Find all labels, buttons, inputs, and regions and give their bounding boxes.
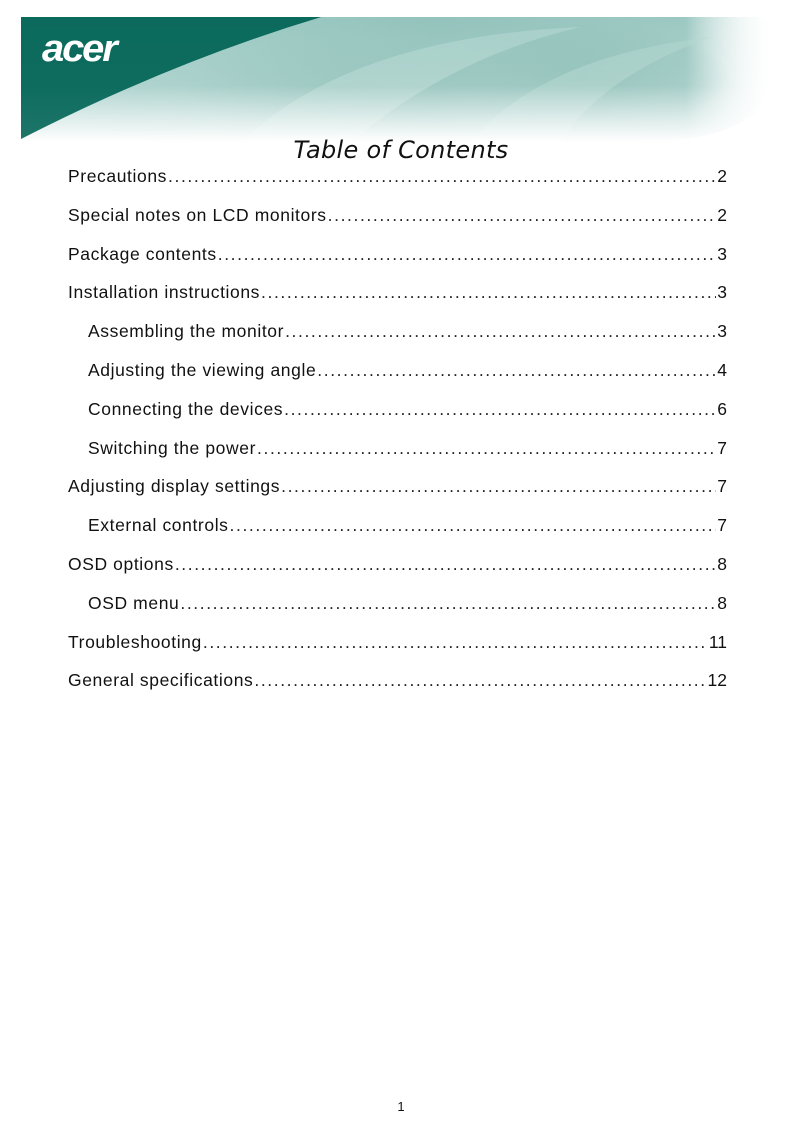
toc-page-number: 11 [708,631,727,652]
toc-label: OSD options [68,553,174,574]
toc-page-number: 8 [717,553,727,574]
toc-label: Switching the power [88,437,257,458]
dot-leader [168,166,716,187]
toc-entry-troubleshooting[interactable] [68,632,727,671]
page-title: Table of Contents [293,136,509,164]
toc-page-number: 3 [717,243,727,264]
dot-leader [203,632,708,653]
acer-logo: acer [42,28,116,70]
toc-entry-special-notes[interactable] [68,205,727,244]
toc-entry-viewing-angle[interactable] [68,360,727,399]
footer-page-number: 1 [397,1099,405,1114]
toc-page-number: 7 [717,437,727,458]
dot-leader [180,593,716,614]
dot-leader [284,399,716,420]
toc-entry-connecting[interactable] [68,399,727,438]
header-banner [21,17,781,142]
table-of-contents [68,166,727,709]
toc-entry-external-controls[interactable] [68,515,727,554]
toc-entry-installation[interactable] [68,282,727,321]
toc-entry-package-contents[interactable] [68,244,727,283]
dot-leader [257,438,716,459]
toc-page-number: 8 [717,592,727,613]
dot-leader [285,321,716,342]
toc-label: Installation instructions [68,282,261,303]
toc-label: Assembling the monitor [88,321,285,342]
dot-leader [254,670,706,691]
toc-entry-precautions[interactable] [68,166,727,205]
toc-entry-display-settings[interactable] [68,476,727,515]
toc-label: Connecting the devices [88,398,284,419]
dot-leader [175,554,716,575]
toc-page-number: 3 [717,321,727,342]
toc-page-number: 7 [717,515,727,536]
dot-leader [230,515,717,536]
toc-entry-osd-menu[interactable] [68,593,727,632]
toc-label: Adjusting display settings [68,476,281,497]
toc-label: OSD menu [88,592,180,613]
toc-entry-general-specs[interactable] [68,670,727,709]
toc-page-number: 7 [717,476,727,497]
toc-page-number: 12 [707,670,727,691]
toc-entry-switching-power[interactable] [68,438,727,477]
toc-page-number: 2 [717,204,727,225]
dot-leader [328,205,717,226]
toc-page-number: 6 [717,398,727,419]
toc-label: External controls [88,515,229,536]
toc-entry-osd-options[interactable] [68,554,727,593]
toc-label: General specifications [68,670,254,691]
toc-page-number: 3 [717,282,727,303]
banner-graphic [21,17,781,142]
toc-entry-assembling[interactable] [68,321,727,360]
toc-label: Adjusting the viewing angle [88,359,317,380]
toc-label: Special notes on LCD monitors [68,204,327,225]
dot-leader [218,244,717,265]
dot-leader [281,476,716,497]
dot-leader [261,282,716,303]
toc-label: Package contents [68,243,217,264]
dot-leader [317,360,716,381]
toc-label: Precautions [68,166,168,186]
toc-label: Troubleshooting [68,631,202,652]
toc-page-number: 2 [717,166,727,186]
toc-page-number: 4 [717,359,727,380]
